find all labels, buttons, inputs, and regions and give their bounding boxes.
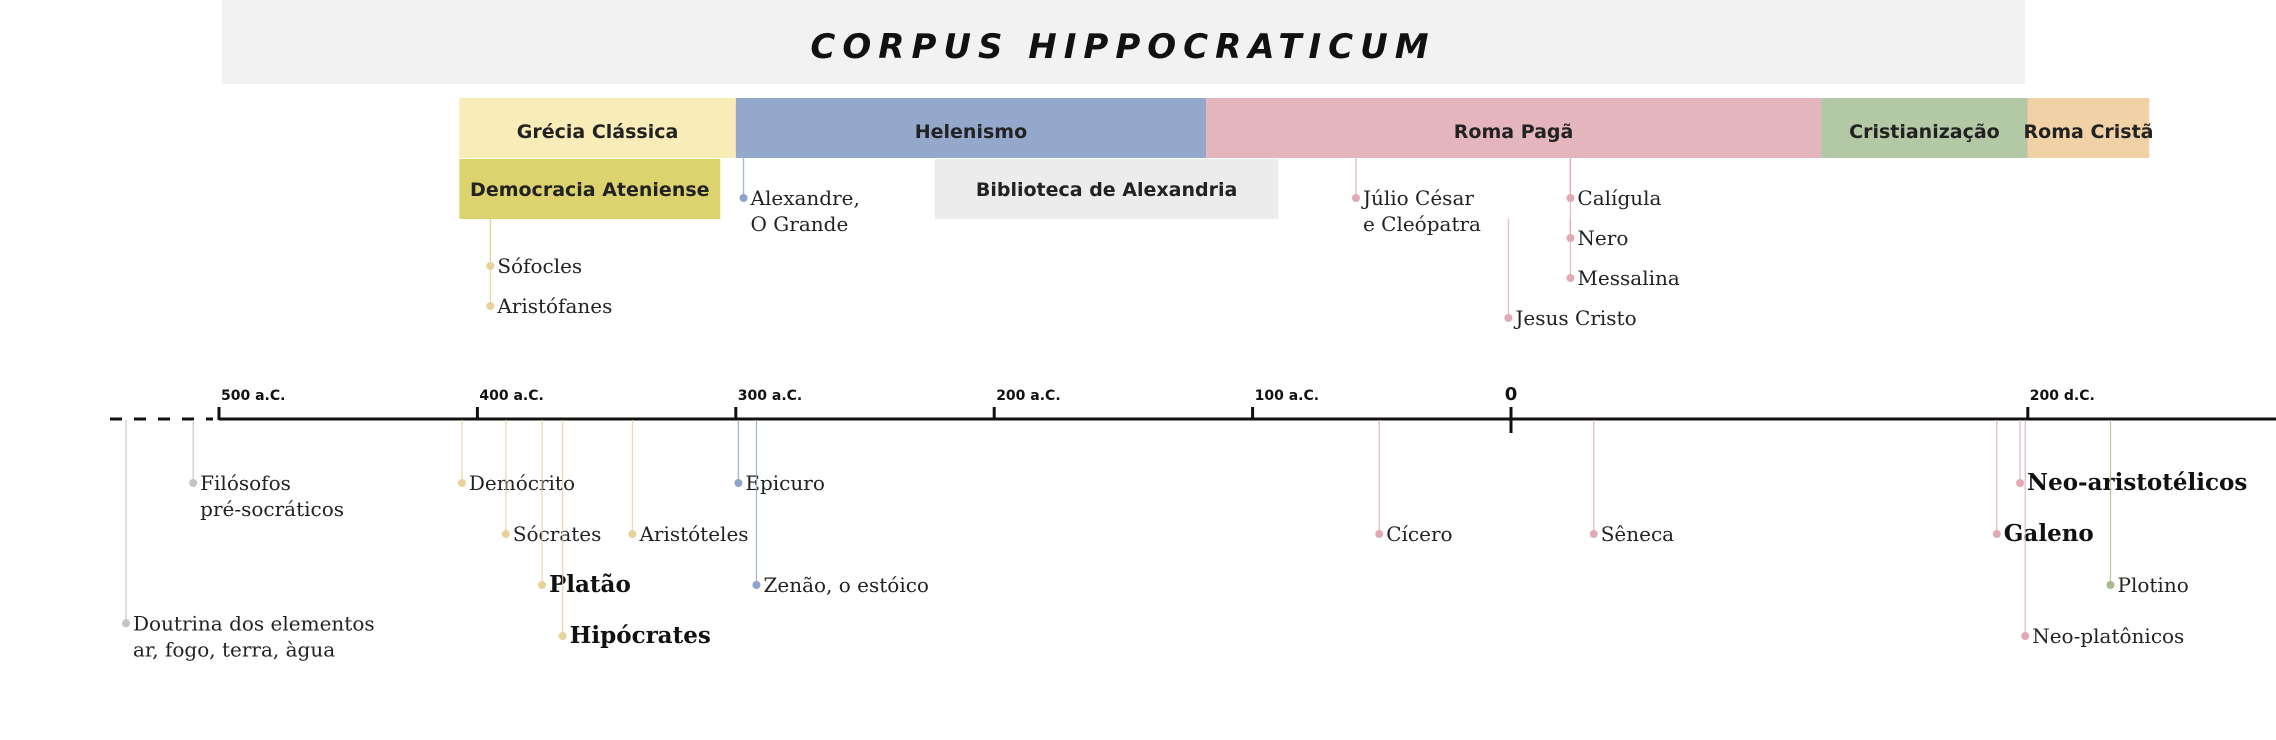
event-dot xyxy=(559,632,567,640)
era-helenismo xyxy=(736,98,1206,158)
event-dot xyxy=(189,479,197,487)
tick-label: 300 a.C. xyxy=(737,388,803,404)
era-label: Roma Pagã xyxy=(1453,121,1574,143)
event-seneca xyxy=(1590,420,1674,546)
era-grecia-classica xyxy=(459,98,735,158)
event-dot xyxy=(628,530,636,538)
event-label: Nero xyxy=(1577,226,1629,250)
event-label: Neo-platônicos xyxy=(2032,624,2185,648)
event-label: Alexandre, xyxy=(750,186,860,210)
sub-era-label: Biblioteca de Alexandria xyxy=(975,179,1238,201)
event-democrito xyxy=(458,420,575,495)
event-dot xyxy=(1566,274,1574,282)
event-label: Sófocles xyxy=(497,254,583,278)
time-axis xyxy=(110,384,2276,433)
era-bands xyxy=(459,98,2153,158)
event-label: Calígula xyxy=(1577,186,1662,210)
event-label: Aristóteles xyxy=(639,522,749,546)
event-dot xyxy=(486,302,494,310)
tick-label: 400 a.C. xyxy=(479,388,544,404)
event-label: Doutrina dos elementos xyxy=(132,611,375,636)
event-dot xyxy=(2016,479,2024,487)
event-label: O Grande xyxy=(750,212,849,236)
tick-label: 100 a.C. xyxy=(1254,388,1320,404)
event-dot xyxy=(1993,530,2001,538)
event-dot xyxy=(502,530,510,538)
event-dot xyxy=(1352,194,1360,202)
events-below-axis xyxy=(122,420,2276,661)
event-label: e Cleópatra xyxy=(1362,212,1481,236)
era-label: Cristianização xyxy=(1849,121,2000,143)
event-label: Plotino xyxy=(2117,573,2189,597)
era-cristianizacao xyxy=(1821,98,2028,158)
event-aristoteles xyxy=(628,420,748,546)
event-dot xyxy=(740,194,748,202)
event-dot xyxy=(752,581,760,589)
era-label: Helenismo xyxy=(914,121,1028,143)
event-dot xyxy=(1375,530,1383,538)
event-dot xyxy=(2106,581,2114,589)
event-label: Cícero xyxy=(1386,522,1453,546)
event-label: Jesus Cristo xyxy=(1515,306,1637,330)
era-label: Roma Cristã xyxy=(2023,121,2154,143)
event-epicuro xyxy=(734,420,824,495)
era-roma-crista xyxy=(2024,98,2154,158)
era-roma-paga xyxy=(1206,98,1821,158)
event-label: Epicuro xyxy=(745,471,825,495)
event-alexandre-o-grande xyxy=(740,158,860,236)
event-julio-cesar-e-cleopatra xyxy=(1352,158,1481,236)
event-label: Platão xyxy=(549,571,631,598)
event-dot xyxy=(1504,314,1512,322)
event-sofocles xyxy=(486,219,582,278)
event-label: Demócrito xyxy=(468,471,576,495)
event-dot xyxy=(538,581,546,589)
event-label: Neo-aristotélicos xyxy=(2027,469,2248,496)
event-label: Sêneca xyxy=(1600,522,1675,546)
event-label: Galeno xyxy=(2003,520,2094,547)
era-label: Grécia Clássica xyxy=(516,121,679,143)
event-dot xyxy=(1590,530,1598,538)
event-label: Zenão, o estóico xyxy=(763,573,929,597)
event-label: Sócrates xyxy=(512,522,602,546)
sub-era-democracia-ateniense xyxy=(459,159,720,219)
event-label: Aristófanes xyxy=(497,294,613,318)
event-label: Hipócrates xyxy=(569,622,711,649)
event-cicero xyxy=(1375,420,1452,546)
title-band xyxy=(222,0,2025,84)
event-dot xyxy=(122,619,130,627)
event-label: Filósofos xyxy=(200,471,291,495)
tick-label: 500 a.C. xyxy=(221,388,286,404)
event-platao xyxy=(538,420,631,598)
sub-era-bands xyxy=(459,159,1278,219)
event-label: Messalina xyxy=(1577,266,1680,290)
event-plotino xyxy=(2106,420,2188,597)
event-dot xyxy=(458,479,466,487)
event-dot xyxy=(2021,632,2029,640)
sub-era-biblioteca-de-alexandria xyxy=(935,159,1279,219)
event-filosofos-pre-socraticos xyxy=(189,420,344,521)
tick-label: 0 xyxy=(1504,384,1518,405)
event-dot xyxy=(734,479,742,487)
title: CORPUS HIPPOCRATICUM xyxy=(810,27,1436,67)
event-label: pré-socráticos xyxy=(200,497,345,521)
event-label: Júlio César xyxy=(1362,186,1474,210)
tick-label: 200 a.C. xyxy=(996,388,1061,404)
event-doutrina-dos-elementos-ar-fogo-terra-agua xyxy=(122,420,375,661)
event-label: ar, fogo, terra, àgua xyxy=(132,637,336,662)
event-neo-aristotelicos xyxy=(2016,420,2247,496)
tick-label: 200 d.C. xyxy=(2029,388,2095,404)
sub-era-label: Democracia Ateniense xyxy=(470,179,710,201)
event-caligula xyxy=(1566,158,1661,210)
event-zenao-o-estoico xyxy=(752,420,929,597)
